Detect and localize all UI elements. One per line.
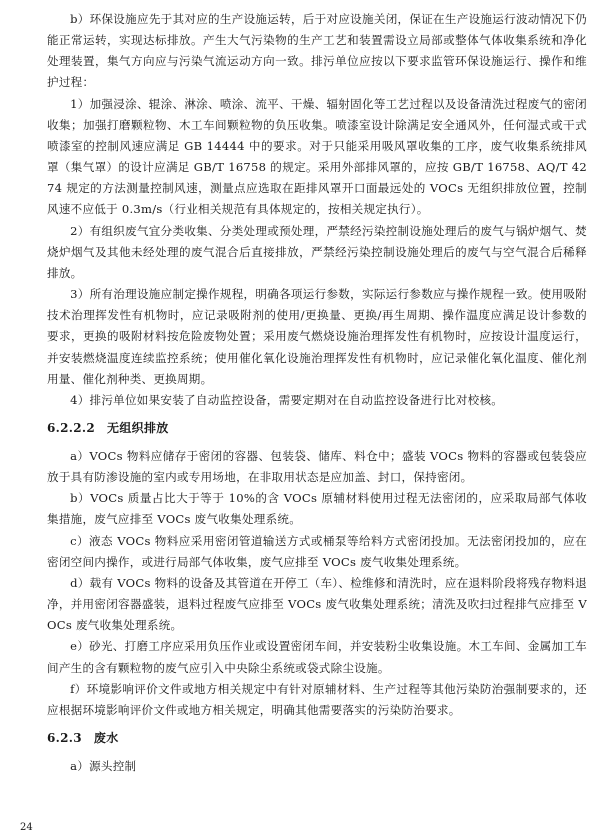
paragraph-e-sanding: e）砂光、打磨工序应采用负压作业或设置密闭车间，并安装粉尘收集设施。木工车间、金属加工车间产生的含有颗粒物的废气应引入中央除尘系统或袋式除尘设施。	[47, 639, 587, 675]
section-number: 6.2.2.2	[47, 420, 96, 435]
paragraph-b-vocs-content: b）VOCs 质量占比大于等于 10%的含 VOCs 原辅材料使用过程无法密闭的，应采取局部气体收集措施，废气应排至 VOCs 废气收集处理系统。	[47, 491, 587, 527]
paragraph-a-source-control: a）源头控制	[70, 759, 137, 773]
paragraph-item-4-auto-monitoring: 4）排污单位如果安装了自动监控设备，需要定期对在自动监控设备进行比对校核。	[70, 392, 504, 407]
section-heading-wastewater	[47, 728, 587, 749]
section-title: 废水	[93, 731, 119, 745]
section-heading-fugitive-emissions	[47, 418, 587, 439]
paragraph-item-1-collection: 1）加强浸涂、辊涂、淋涂、喷涂、流平、干燥、辐射固化等工艺过程以及设备清洗过程废气的密闭收集；加强打磨颗粒物、木工车间颗粒物的负压收集。喷漆室设计除满足安全通风外，任何湿式或干式喷漆室的控制风速应满足 GB 14444 中的要求。对于只能采用吸风罩收集的工序，废气收集系统排风罩（集气罩）的设计应满足 GB/T 16758 的规定。采用外部排风罩的，应按 GB/T 16758、AQ/T 4274 规定的方法测量控制风速，测量点应选取在距排风罩开口面最远处的 VOCs 无组织排放位置，控制风速不应低于 0.3m/s（行业相关规范有具体规定的，按相关规定执行）。	[47, 96, 587, 217]
paragraph-b-environmental-facilities: b）环保设施应先于其对应的生产设施运转，后于对应设施关闭，保证在生产设施运行波动情况下仍能正常运转，实现达标排放。产生大气污染物的生产工艺和装置需设立局部或整体气体收集系统和净化处理装置，集气方向应与污染气流运动方向一致。排污单位应按以下要求监管环保设施运行、操作和维护过程：	[47, 12, 587, 90]
paragraph-item-2-classification: 2）有组织废气宜分类收集、分类处理或预处理，严禁经污染控制设施处理后的废气与锅炉烟气、焚烧炉烟气及其他未经处理的废气混合后直接排放，严禁经污染控制设施处理后的废气与空气混合后稀释排放。	[47, 223, 587, 280]
page-number: 24	[20, 822, 33, 833]
paragraph-item-3-operating-rules: 3）所有治理设施应制定操作规程，明确各项运行参数，实际运行参数应与操作规程一致。使用吸附技术治理挥发性有机物时，应记录吸附剂的使用/更换量、更换/再生周期、操作温度应满足设计参数的要求，更换的吸附材料按危险废物处置；采用废气燃烧设施治理挥发性有机物时，应按设计温度运行，并安装燃烧温度连续监控系统；使用催化氧化设施治理挥发性有机物时，应记录催化氧化温度、催化剂用量、催化剂种类、更换周期。	[47, 287, 587, 386]
page-content	[47, 9, 587, 777]
paragraph-d-equipment-cleaning: d）载有 VOCs 物料的设备及其管道在开停工（车）、检维修和清洗时，应在退料阶段将残存物料退净，并用密闭容器盛装，退料过程废气应排至 VOCs 废气收集处理系统；清洗及吹扫过程排气应排至 VOCs 废气收集处理系统。	[47, 575, 587, 633]
paragraph-a-storage: a）VOCs 物料应储存于密闭的容器、包装袋、储库、料仓中；盛装 VOCs 物料的容器或包装袋应放于具有防渗设施的室内或专用场地，在非取用状态是应加盖、封口，保持密闭。	[47, 448, 587, 485]
paragraph-f-eia-requirements: f）环境影响评价文件或地方相关规定中有针对原辅材料、生产过程等其他污染防治强制要求的，还应根据环境影响评价文件或地方相关规定，明确其他需要落实的污染防治要求。	[47, 681, 587, 717]
section-number: 6.2.3	[47, 731, 82, 745]
paragraph-c-liquid-vocs: c）液态 VOCs 物料应采用密闭管道输送方式或桶泵等给料方式密闭投加。无法密闭投加的，应在密闭空间内操作，或进行局部气体收集，废气应排至 VOCs 废气收集处理系统。	[47, 533, 587, 569]
section-title: 无组织排放	[107, 420, 169, 435]
